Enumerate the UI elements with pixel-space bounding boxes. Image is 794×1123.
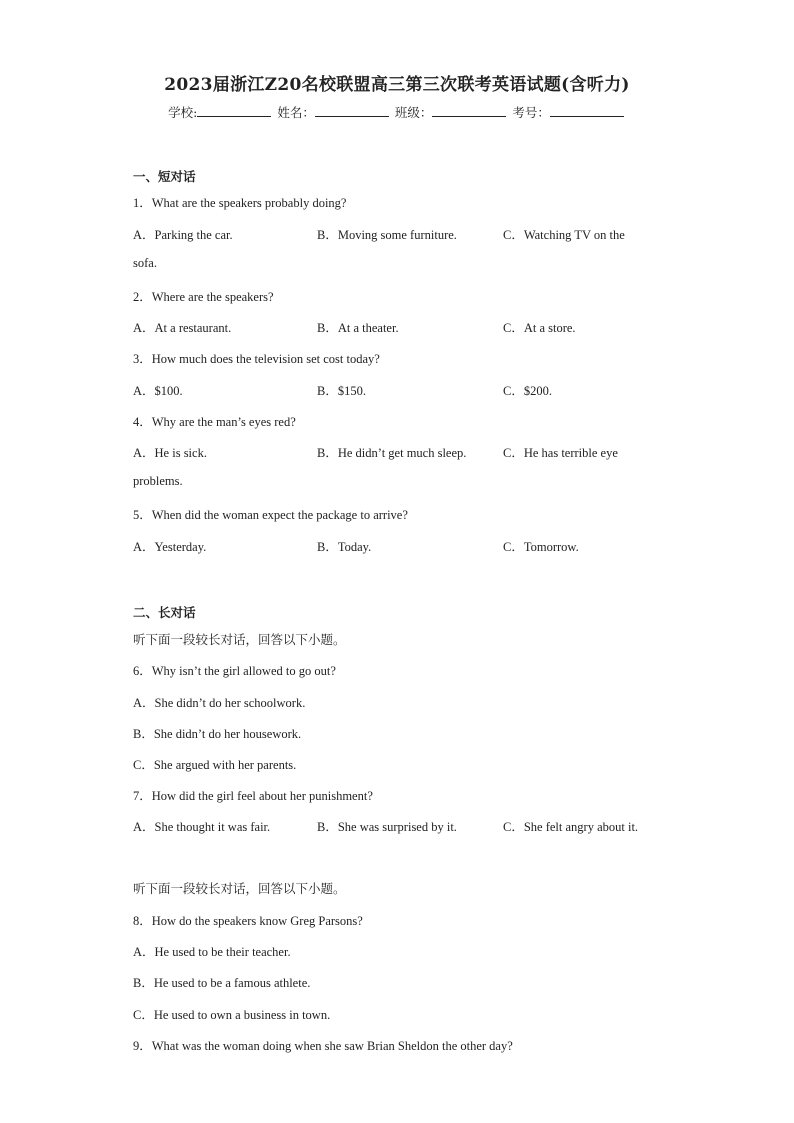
question-3: 3．How much does the television set cost today?: [133, 352, 380, 366]
name-label: 姓名：: [277, 105, 315, 120]
question-5: 5．When did the woman expect the package to arrive?: [133, 508, 408, 522]
q2-option-a: A．At a restaurant.: [133, 321, 232, 335]
q7-option-b: B．She was surprised by it.: [317, 820, 457, 834]
school-field[interactable]: [197, 104, 271, 117]
q5-option-c: C．Tomorrow.: [503, 540, 579, 554]
q3-option-b: B．$150.: [317, 384, 366, 398]
q5-option-a: A．Yesterday.: [133, 540, 207, 554]
question-8: 8．How do the speakers know Greg Parsons?: [133, 914, 363, 928]
id-field[interactable]: [550, 104, 624, 117]
q4-option-c: C．He has terrible eye: [503, 446, 618, 460]
q7-option-a: A．She thought it was fair.: [133, 820, 271, 834]
class-field[interactable]: [432, 104, 506, 117]
q6-option-c: C．She argued with her parents.: [133, 758, 297, 772]
q2-option-b: B．At a theater.: [317, 321, 399, 335]
section-intro-2: 听下面一段较长对话，回答以下小题。: [133, 881, 346, 896]
q1-option-c: C．Watching TV on the: [503, 228, 625, 242]
section-heading-long: 二、长对话: [133, 605, 196, 620]
question-6: 6．Why isn’t the girl allowed to go out?: [133, 664, 336, 678]
question-1: 1．What are the speakers probably doing?: [133, 196, 347, 210]
section-heading-short: 一、短对话: [133, 169, 196, 184]
question-9: 9．What was the woman doing when she saw Brian Sheldon the other day?: [133, 1039, 513, 1053]
q3-option-c: C．$200.: [503, 384, 552, 398]
question-7: 7．How did the girl feel about her punishment?: [133, 789, 373, 803]
q4-option-a: A．He is sick.: [133, 446, 207, 460]
page-title: 2023届浙江Z20名校联盟高三第三次联考英语试题(含听力): [164, 75, 630, 95]
q8-option-c: C．He used to own a business in town.: [133, 1008, 331, 1022]
q6-option-b: B．She didn’t do her housework.: [133, 727, 302, 741]
name-field[interactable]: [315, 104, 389, 117]
q3-option-a: A．$100.: [133, 384, 183, 398]
q8-option-b: B．He used to be a famous athlete.: [133, 976, 311, 990]
q1-option-a: A．Parking the car.: [133, 228, 233, 242]
q7-option-c: C．She felt angry about it.: [503, 820, 639, 834]
q8-option-a: A．He used to be their teacher.: [133, 945, 291, 959]
q2-option-c: C．At a store.: [503, 321, 576, 335]
q6-option-a: A．She didn’t do her schoolwork.: [133, 696, 306, 710]
q4-option-b: B．He didn’t get much sleep.: [317, 446, 467, 460]
question-4: 4．Why are the man’s eyes red?: [133, 415, 296, 429]
q4-option-c-cont: problems.: [133, 474, 183, 488]
id-label: 考号：: [512, 105, 550, 120]
q1-option-c-cont: sofa.: [133, 256, 157, 270]
school-label: 学校:: [168, 105, 198, 120]
student-info-row: [0, 103, 794, 121]
class-label: 班级：: [394, 105, 433, 120]
q5-option-b: B．Today.: [317, 540, 372, 554]
q1-option-b: B．Moving some furniture.: [317, 228, 457, 242]
section-intro-1: 听下面一段较长对话，回答以下小题。: [133, 632, 346, 647]
question-2: 2．Where are the speakers?: [133, 290, 274, 304]
